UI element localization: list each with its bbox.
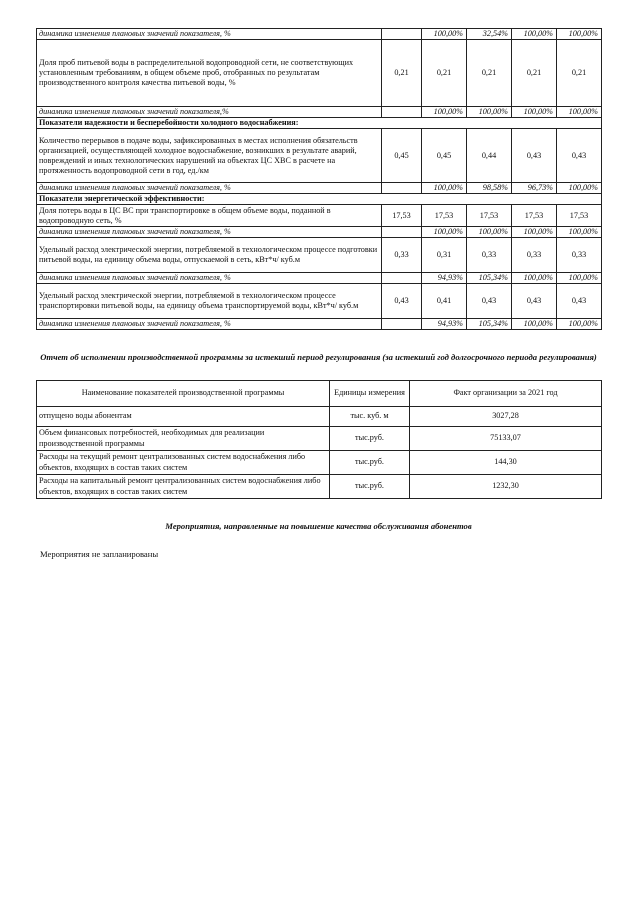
- section-header-row: [37, 118, 602, 129]
- indicator-value: 100,00%: [557, 273, 602, 284]
- indicator-label: динамика изменения плановых значений показателя, %: [37, 319, 382, 330]
- indicator-value: 17,53: [422, 205, 467, 227]
- dynamics-row: [37, 107, 602, 118]
- indicator-label: динамика изменения плановых значений показателя, %: [37, 227, 382, 238]
- indicator-value: 100,00%: [422, 227, 467, 238]
- program-value-cell: 75133,07: [410, 427, 602, 451]
- indicator-value: 0,43: [467, 284, 512, 319]
- indicator-value: 100,00%: [422, 29, 467, 40]
- indicator-label: Удельный расход электрической энергии, потребляемой в технологическом процессе подготовки питьевой воды, на единицу объема воды, отпускаемой в сеть, кВт*ч/ куб.м: [37, 238, 382, 273]
- program-name-cell: отпущено воды абонентам: [37, 407, 330, 427]
- indicator-value: 17,53: [467, 205, 512, 227]
- indicator-value: 0,43: [512, 284, 557, 319]
- program-name-cell: Расходы на капитальный ремонт централизованных систем водоснабжения либо объектов, входящих в состав таких систем: [37, 475, 330, 499]
- table-row: [37, 475, 602, 499]
- indicator-value: 0,44: [467, 129, 512, 183]
- section-header-row: [37, 194, 602, 205]
- indicator-label: Доля проб питьевой воды в распределительной водопроводной сети, не соответствующих установленным требованиям, в общем объеме проб, отобранных по результатам производственного контроля качества питьевой воды, %: [37, 40, 382, 107]
- indicator-value: 100,00%: [422, 183, 467, 194]
- indicator-row: [37, 129, 602, 183]
- indicator-value: 0,33: [557, 238, 602, 273]
- column-header-name: Наименование показателей производственной программы: [37, 381, 330, 407]
- indicator-value: 0,21: [382, 40, 422, 107]
- indicator-label: Удельный расход электрической энергии, потребляемой в технологическом процессе транспортировки питьевой воды, на единицу объема транспортируемой воды, кВт*ч/ куб.м: [37, 284, 382, 319]
- indicator-value: 0,31: [422, 238, 467, 273]
- indicator-value: 100,00%: [557, 183, 602, 194]
- indicator-value: 100,00%: [557, 107, 602, 118]
- indicator-value: 32,54%: [467, 29, 512, 40]
- indicator-value: 0,43: [382, 284, 422, 319]
- program-name-cell: Расходы на текущий ремонт централизованных систем водоснабжения либо объектов, входящих в состав таких систем: [37, 451, 330, 475]
- indicator-value: 94,93%: [422, 273, 467, 284]
- indicator-value: 0,41: [422, 284, 467, 319]
- indicator-value: 100,00%: [557, 227, 602, 238]
- indicator-value: [382, 273, 422, 284]
- indicator-value: 100,00%: [467, 227, 512, 238]
- indicator-value: 100,00%: [512, 227, 557, 238]
- indicator-value: 0,21: [512, 40, 557, 107]
- dynamics-row: [37, 319, 602, 330]
- indicator-value: [382, 319, 422, 330]
- indicator-value: 100,00%: [512, 29, 557, 40]
- indicator-label: Доля потерь воды в ЦС ВС при транспортировке в общем объеме воды, поданной в водопроводную сеть, %: [37, 205, 382, 227]
- indicators-table: [36, 28, 602, 330]
- program-unit-cell: тыс.руб.: [330, 475, 410, 499]
- indicator-value: 17,53: [382, 205, 422, 227]
- table-row: [37, 407, 602, 427]
- indicator-value: 100,00%: [557, 29, 602, 40]
- measures-note: Мероприятия не запланированы: [40, 549, 159, 559]
- indicator-value: 0,43: [557, 284, 602, 319]
- indicator-value: 96,73%: [512, 183, 557, 194]
- dynamics-row: [37, 227, 602, 238]
- indicator-value: 94,93%: [422, 319, 467, 330]
- indicator-value: 0,33: [512, 238, 557, 273]
- indicator-value: 100,00%: [512, 273, 557, 284]
- indicator-label: динамика изменения плановых значений показателя, %: [37, 29, 382, 40]
- dynamics-row: [37, 273, 602, 284]
- indicator-value: 100,00%: [557, 319, 602, 330]
- indicator-label: динамика изменения плановых значений показателя, %: [37, 183, 382, 194]
- indicator-value: 0,21: [557, 40, 602, 107]
- indicator-value: 17,53: [557, 205, 602, 227]
- column-header-fact: Факт организации за 2021 год: [410, 381, 602, 407]
- program-table-body: [37, 407, 602, 499]
- indicator-value: 98,58%: [467, 183, 512, 194]
- indicator-value: [382, 183, 422, 194]
- indicator-value: 0,33: [382, 238, 422, 273]
- program-value-cell: 144,30: [410, 451, 602, 475]
- program-name-cell: Объем финансовых потребностей, необходимых для реализации производственной программы: [37, 427, 330, 451]
- indicator-value: 100,00%: [512, 319, 557, 330]
- measures-title: Мероприятия, направленные на повышение качества обслуживания абонентов: [165, 521, 472, 531]
- indicator-row: [37, 284, 602, 319]
- program-value-cell: 1232,30: [410, 475, 602, 499]
- program-table: [36, 380, 602, 499]
- indicator-value: [382, 107, 422, 118]
- indicator-label: динамика изменения плановых значений показателя,%: [37, 107, 382, 118]
- program-unit-cell: тыс.руб.: [330, 451, 410, 475]
- column-header-unit: Единицы измерения: [330, 381, 410, 407]
- indicator-row: [37, 40, 602, 107]
- indicator-value: 0,43: [557, 129, 602, 183]
- indicator-value: 100,00%: [422, 107, 467, 118]
- table-row: [37, 427, 602, 451]
- table-row: [37, 451, 602, 475]
- dynamics-row: [37, 183, 602, 194]
- indicator-value: 0,43: [512, 129, 557, 183]
- program-value-cell: 3027,28: [410, 407, 602, 427]
- indicator-label: Показатели энергетической эффективности:: [37, 194, 602, 205]
- program-unit-cell: тыс. куб. м: [330, 407, 410, 427]
- indicator-value: 17,53: [512, 205, 557, 227]
- indicator-value: 105,34%: [467, 273, 512, 284]
- indicator-value: 0,45: [422, 129, 467, 183]
- indicator-value: 100,00%: [467, 107, 512, 118]
- indicator-row: [37, 238, 602, 273]
- indicator-value: 100,00%: [512, 107, 557, 118]
- dynamics-row: [37, 29, 602, 40]
- report-title: Отчет об исполнении производственной программы за истекший период регулирования (за истекший год долгосрочного периода регулирования): [40, 352, 597, 362]
- program-unit-cell: тыс.руб.: [330, 427, 410, 451]
- indicator-value: 105,34%: [467, 319, 512, 330]
- indicator-value: 0,45: [382, 129, 422, 183]
- indicator-value: 0,21: [467, 40, 512, 107]
- indicator-value: [382, 29, 422, 40]
- indicator-row: [37, 205, 602, 227]
- indicator-label: Количество перерывов в подаче воды, зафиксированных в местах исполнения обязательств организацией, осуществляющей холодное водоснабжение, возникших в результате аварий, повреждений и иных технологических нарушений на объектах ЦС ХВС в расчете на протяженность водопроводной сети в год, ед./км: [37, 129, 382, 183]
- indicator-value: 0,33: [467, 238, 512, 273]
- indicator-label: динамика изменения плановых значений показателя, %: [37, 273, 382, 284]
- indicators-table-body: [37, 29, 602, 330]
- indicator-value: [382, 227, 422, 238]
- indicator-value: 0,21: [422, 40, 467, 107]
- indicator-label: Показатели надежности и бесперебойности холодного водоснабжения:: [37, 118, 602, 129]
